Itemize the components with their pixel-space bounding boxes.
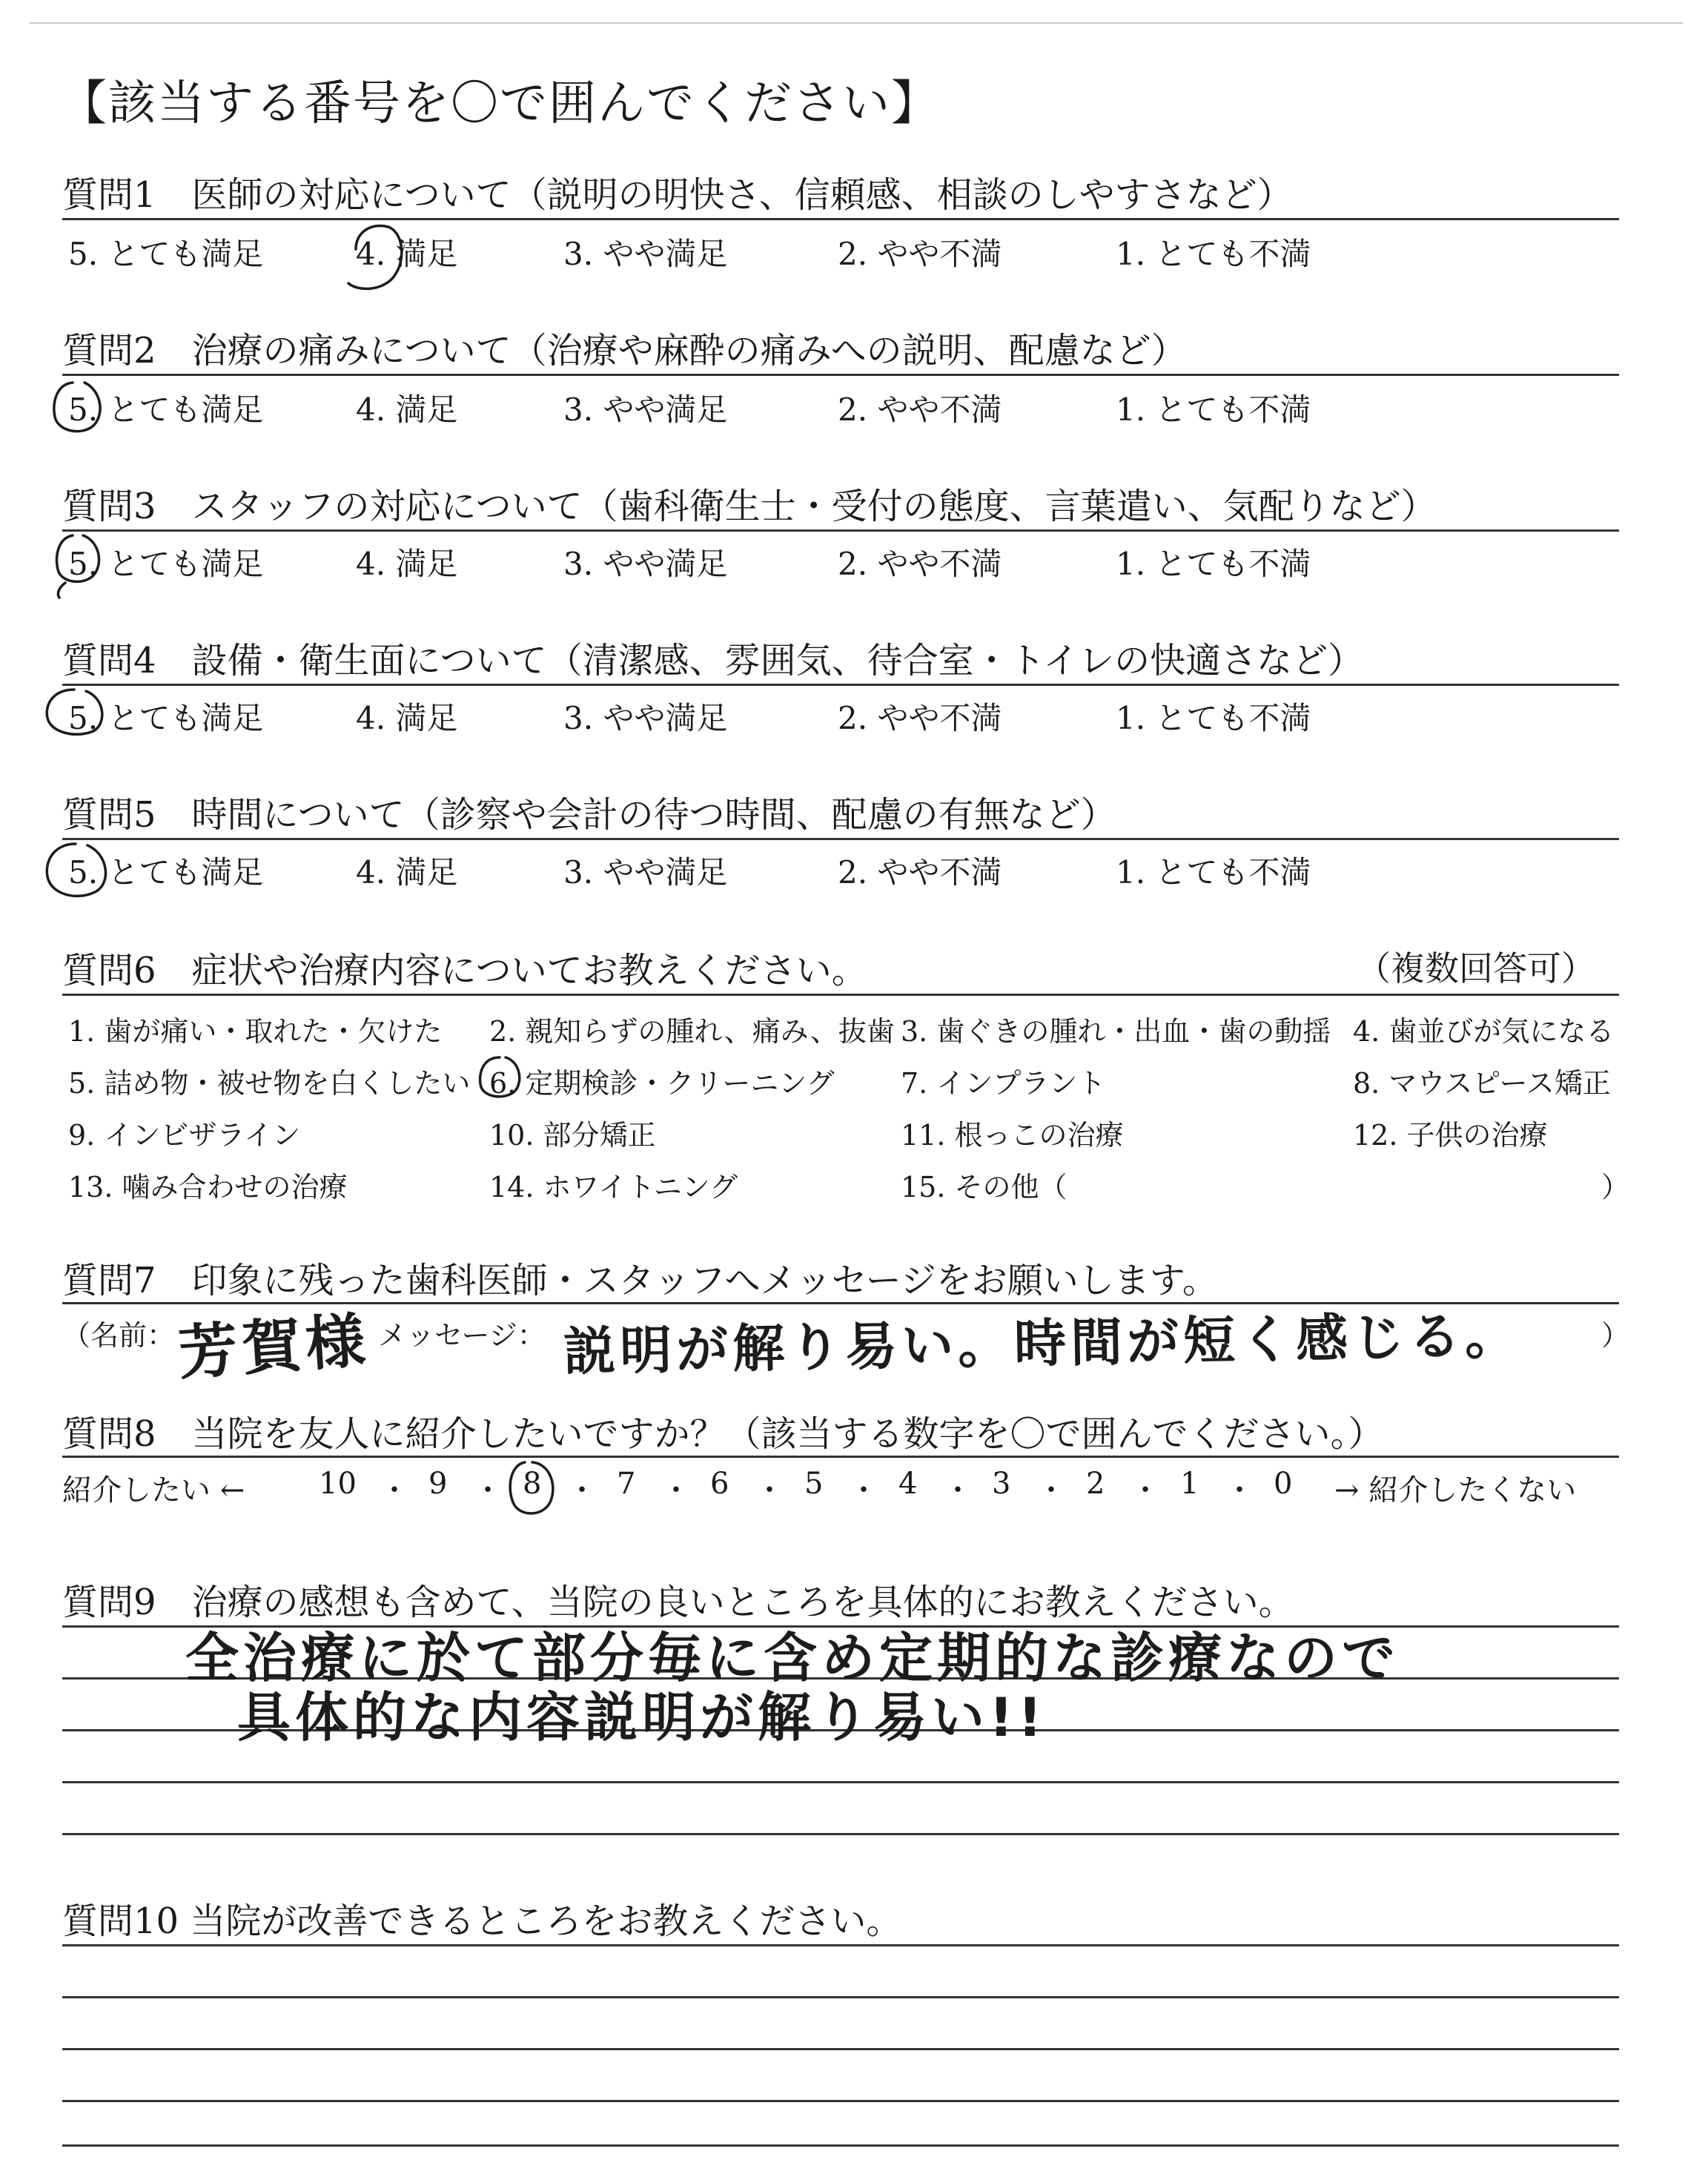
q2-option-1[interactable]: 1. とても不満 bbox=[1116, 392, 1311, 428]
q4-option-4[interactable]: 4. 満足 bbox=[356, 700, 458, 736]
q5-option-1[interactable]: 1. とても不満 bbox=[1116, 854, 1311, 891]
q8-score-4[interactable]: 4 bbox=[898, 1467, 918, 1501]
q3-rule bbox=[62, 529, 1619, 532]
q1-option-4[interactable]: 4. 満足 bbox=[356, 236, 458, 272]
q6-rule bbox=[62, 994, 1619, 996]
q7-message-label: メッセージ： bbox=[378, 1319, 546, 1352]
q8-dot: ・ bbox=[567, 1473, 597, 1507]
q6-option-2[interactable]: 2. 親知らずの腫れ、痛み、抜歯 bbox=[489, 1015, 895, 1048]
q9-handwritten-line-1: 全治療に於て部分毎に含め定期的な診療なので bbox=[185, 1627, 1400, 1689]
q2-option-4[interactable]: 4. 満足 bbox=[356, 392, 458, 428]
q2-option-5[interactable]: 5. とても満足 bbox=[68, 392, 264, 428]
q6-option-10[interactable]: 10. 部分矯正 bbox=[489, 1119, 656, 1152]
q4-option-1[interactable]: 1. とても不満 bbox=[1116, 700, 1311, 736]
q2-selection-circle bbox=[49, 378, 108, 437]
q8-dot: ・ bbox=[1131, 1473, 1160, 1507]
q8-rule bbox=[62, 1456, 1619, 1458]
q3-title: 質問3 スタッフの対応について（歯科衛生士・受付の態度、言葉遣い、気配りなど） bbox=[62, 486, 1437, 527]
q3-option-3[interactable]: 3. やや満足 bbox=[563, 546, 728, 582]
q4-option-2[interactable]: 2. やや不満 bbox=[838, 700, 1002, 736]
q10-rule-4 bbox=[62, 2100, 1619, 2102]
q1-option-2[interactable]: 2. やや不満 bbox=[838, 236, 1002, 272]
q6-option-6[interactable]: 6. 定期検診・クリーニング bbox=[489, 1067, 835, 1100]
q6-option-11[interactable]: 11. 根っこの治療 bbox=[901, 1119, 1124, 1152]
q8-score-7[interactable]: 7 bbox=[617, 1467, 636, 1501]
q6-option-1[interactable]: 1. 歯が痛い・取れた・欠けた bbox=[68, 1015, 443, 1048]
q6-option-5[interactable]: 5. 詰め物・被せ物を白くしたい bbox=[68, 1067, 471, 1100]
q1-selection-circle bbox=[342, 221, 409, 295]
q8-score-9[interactable]: 9 bbox=[428, 1467, 448, 1501]
q8-dot: ・ bbox=[473, 1473, 503, 1507]
q8-dot: ・ bbox=[1225, 1473, 1254, 1507]
q6-option-13[interactable]: 13. 噛み合わせの治療 bbox=[68, 1171, 348, 1203]
q9-handwritten-line-2: 具体的な内容説明が解り易い!! bbox=[237, 1686, 1047, 1748]
q6-option-3[interactable]: 3. 歯ぐきの腫れ・出血・歯の動揺 bbox=[901, 1015, 1331, 1048]
q4-title: 質問4 設備・衛生面について（清潔感、雰囲気、待合室・トイレの快適さなど） bbox=[62, 640, 1364, 681]
q6-option-14[interactable]: 14. ホワイトニング bbox=[489, 1171, 738, 1203]
q6-option-9[interactable]: 9. インビザライン bbox=[68, 1119, 301, 1152]
q8-selection-circle bbox=[503, 1458, 562, 1525]
q3-option-5[interactable]: 5. とても満足 bbox=[68, 546, 264, 582]
q3-option-2[interactable]: 2. やや不満 bbox=[838, 546, 1002, 582]
q7-name-label: （名前： bbox=[62, 1319, 176, 1352]
q8-score-0[interactable]: 0 bbox=[1274, 1467, 1293, 1501]
q5-option-2[interactable]: 2. やや不満 bbox=[838, 854, 1002, 891]
q10-rule-2 bbox=[62, 1996, 1619, 1998]
q8-right-label: → 紹介したくない bbox=[1334, 1473, 1577, 1507]
q8-score-5[interactable]: 5 bbox=[804, 1467, 824, 1501]
q6-selection-circle bbox=[474, 1053, 526, 1105]
top-border bbox=[30, 22, 1683, 24]
q10-title: 質問10 当院が改善できるところをお教えください。 bbox=[62, 1900, 902, 1942]
q5-option-5[interactable]: 5. とても満足 bbox=[68, 854, 264, 891]
q9-title: 質問9 治療の感想も含めて、当院の良いところを具体的にお教えください。 bbox=[62, 1582, 1294, 1623]
q2-rule bbox=[62, 374, 1619, 376]
q5-selection-circle bbox=[42, 839, 116, 911]
q1-option-1[interactable]: 1. とても不満 bbox=[1116, 236, 1311, 272]
q8-dot: ・ bbox=[755, 1473, 784, 1507]
q3-option-4[interactable]: 4. 満足 bbox=[356, 546, 458, 582]
q10-rule-5 bbox=[62, 2144, 1619, 2147]
q8-dot: ・ bbox=[1036, 1473, 1066, 1507]
q8-score-6[interactable]: 6 bbox=[710, 1467, 729, 1501]
q6-option-12[interactable]: 12. 子供の治療 bbox=[1353, 1119, 1548, 1152]
q10-rule-1 bbox=[62, 1944, 1619, 1946]
q1-rule bbox=[62, 218, 1619, 220]
q7-title: 質問7 印象に残った歯科医師・スタッフへメッセージをお願いします。 bbox=[62, 1260, 1218, 1301]
q6-other-close-paren: ） bbox=[1601, 1171, 1630, 1203]
q9-rule-4 bbox=[62, 1781, 1619, 1783]
q6-option-15[interactable]: 15. その他（ bbox=[901, 1171, 1068, 1203]
q5-rule bbox=[62, 838, 1619, 840]
q2-option-2[interactable]: 2. やや不満 bbox=[838, 392, 1002, 428]
q2-title: 質問2 治療の痛みについて（治療や麻酔の痛みへの説明、配慮など） bbox=[62, 330, 1187, 371]
q7-close-paren: ） bbox=[1601, 1319, 1630, 1352]
q4-option-3[interactable]: 3. やや満足 bbox=[563, 700, 728, 736]
q6-title: 質問6 症状や治療内容についてお教えください。 bbox=[62, 950, 867, 991]
q1-title: 質問1 医師の対応について（説明の明快さ、信頼感、相談のしやすさなど） bbox=[62, 174, 1293, 216]
q7-handwritten-name: 芳賀様 bbox=[176, 1306, 372, 1388]
q8-score-2[interactable]: 2 bbox=[1086, 1467, 1105, 1501]
q10-rule-3 bbox=[62, 2048, 1619, 2050]
q8-title: 質問8 当院を友人に紹介したいですか？（該当する数字を〇で囲んでください。） bbox=[62, 1413, 1384, 1455]
q7-handwritten-message: 説明が解り易い。時間が短く感じる。 bbox=[563, 1304, 1522, 1383]
q8-dot: ・ bbox=[849, 1473, 878, 1507]
q8-dot: ・ bbox=[380, 1473, 409, 1507]
q5-title: 質問5 時間について（診察や会計の待つ時間、配慮の有無など） bbox=[62, 794, 1116, 836]
q5-option-3[interactable]: 3. やや満足 bbox=[563, 854, 728, 891]
q5-option-4[interactable]: 4. 満足 bbox=[356, 854, 458, 891]
q8-dot: ・ bbox=[943, 1473, 973, 1507]
q2-option-3[interactable]: 3. やや満足 bbox=[563, 392, 728, 428]
q1-option-3[interactable]: 3. やや満足 bbox=[563, 236, 728, 272]
q4-selection-circle bbox=[42, 685, 113, 744]
q3-selection-circle bbox=[50, 531, 110, 602]
q1-option-5[interactable]: 5. とても満足 bbox=[68, 236, 264, 272]
q9-rule-5 bbox=[62, 1833, 1619, 1835]
q3-option-1[interactable]: 1. とても不満 bbox=[1116, 546, 1311, 582]
q6-option-8[interactable]: 8. マウスピース矯正 bbox=[1353, 1067, 1611, 1100]
q6-multi-note: （複数回答可） bbox=[1357, 948, 1595, 988]
q8-score-1[interactable]: 1 bbox=[1180, 1467, 1199, 1501]
q8-score-10[interactable]: 10 bbox=[319, 1467, 357, 1501]
q8-score-3[interactable]: 3 bbox=[992, 1467, 1011, 1501]
q8-dot: ・ bbox=[661, 1473, 691, 1507]
q4-option-5[interactable]: 5. とても満足 bbox=[68, 700, 264, 736]
q8-left-label: 紹介したい ← bbox=[62, 1473, 245, 1507]
instruction-header: 【該当する番号を〇で囲んでください】 bbox=[59, 76, 940, 131]
q8-score-8[interactable]: 8 bbox=[523, 1467, 542, 1501]
q4-rule bbox=[62, 684, 1619, 686]
q6-option-4[interactable]: 4. 歯並びが気になる bbox=[1353, 1015, 1615, 1048]
q6-option-7[interactable]: 7. インプラント bbox=[901, 1067, 1106, 1100]
